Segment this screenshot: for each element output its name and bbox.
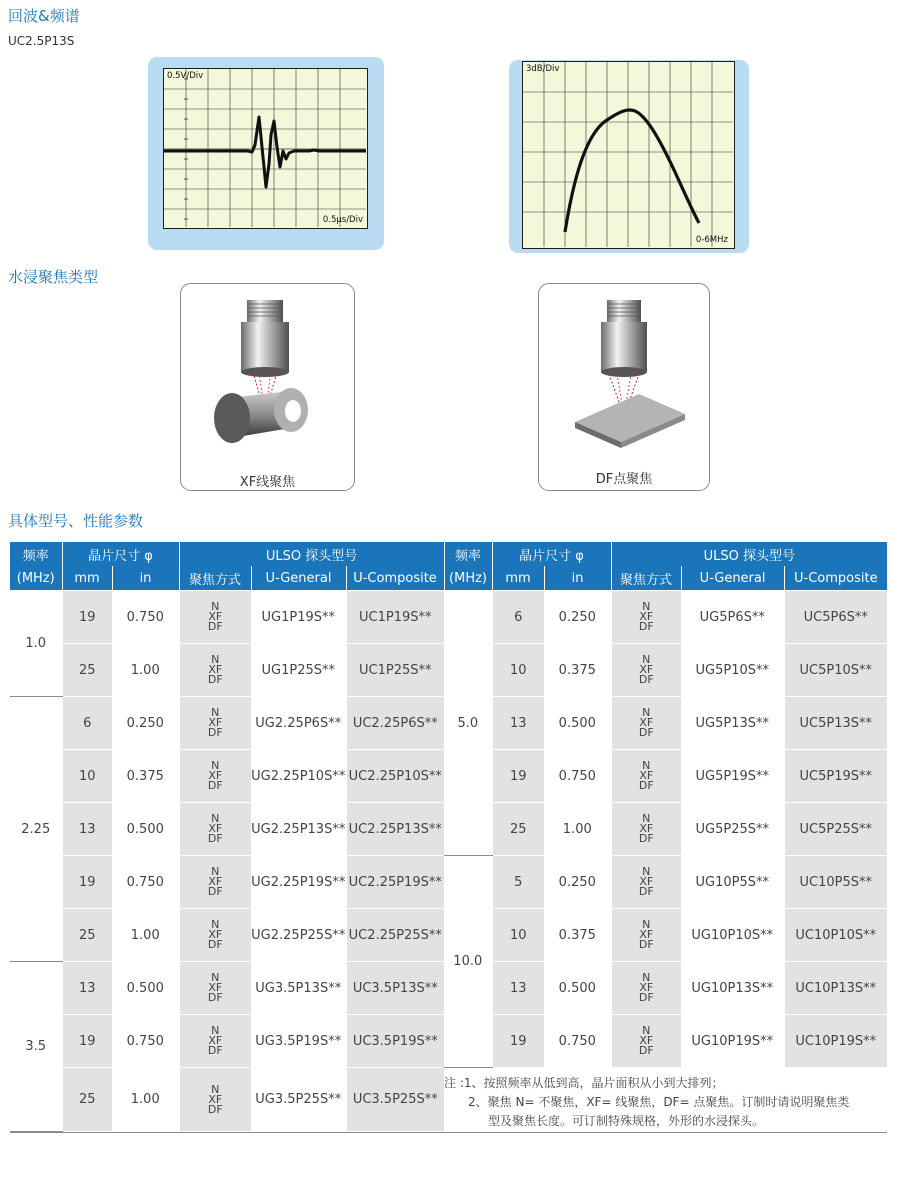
size-mm-cell-left: 6 [62, 697, 112, 750]
focus-code: XF [639, 716, 654, 729]
model-composite-cell-left: UC1P25S** [346, 644, 444, 697]
size-mm-cell-left: 13 [62, 803, 112, 856]
focus-code: N [642, 1024, 651, 1037]
focus-code: XF [208, 822, 223, 835]
focus-mode-cell-left [179, 909, 251, 962]
size-mm-cell-right: 10 [492, 909, 544, 962]
header-mm-left: mm [62, 566, 112, 591]
section-title-specs: 具体型号、性能参数 [8, 512, 144, 530]
focus-code: XF [208, 981, 223, 994]
size-in-cell-right: 0.500 [544, 697, 611, 750]
focus-code: DF [207, 726, 223, 739]
focus-code: DF [638, 885, 654, 898]
echo-top-label: 0.5V/Div [167, 71, 204, 81]
spectrum-graph [523, 62, 733, 247]
size-mm-cell-left: 19 [62, 856, 112, 909]
focus-code: N [211, 865, 220, 878]
model-general-cell-left: UG3.5P19S** [251, 1015, 346, 1068]
size-mm-cell-left: 25 [62, 644, 112, 697]
size-in-cell-left: 0.250 [112, 697, 179, 750]
focus-mode-cell-left [179, 1068, 251, 1132]
size-in-cell-right: 0.375 [544, 909, 611, 962]
focus-code: DF [207, 1102, 223, 1116]
focus-code: DF [638, 832, 654, 845]
focus-mode-cell-left [179, 962, 251, 1015]
model-composite-cell-right: UC5P19S** [784, 750, 887, 803]
header-focus-right: 聚焦方式 [611, 566, 681, 591]
header-general-left: U-General [251, 566, 346, 591]
model-composite-cell-left: UC3.5P13S** [346, 962, 444, 1015]
focus-card-xf [180, 283, 355, 491]
focus-code: N [211, 1024, 220, 1037]
header-in-left: in [112, 566, 179, 591]
focus-code: DF [638, 1044, 654, 1057]
focus-mode-cell-right [611, 856, 681, 909]
focus-code: XF [208, 716, 223, 729]
model-general-cell-left: UG2.25P10S** [251, 750, 346, 803]
table-row [10, 856, 887, 909]
model-composite-cell-left: UC2.25P6S** [346, 697, 444, 750]
focus-code: XF [208, 875, 223, 888]
focus-code: XF [208, 1034, 223, 1047]
table-row [10, 1068, 887, 1132]
focus-code: XF [639, 1034, 654, 1047]
model-composite-cell-right: UC5P13S** [784, 697, 887, 750]
section-title-focus-types: 水浸聚焦类型 [8, 268, 99, 286]
focus-mode-cell-left [179, 697, 251, 750]
xf-probe-illustration [181, 284, 354, 464]
model-general-cell-right: UG5P6S** [681, 591, 784, 644]
model-general-cell-right: UG10P5S** [681, 856, 784, 909]
focus-mode-cell-left [179, 856, 251, 909]
size-in-cell-left: 1.00 [112, 909, 179, 962]
focus-code: N [211, 1082, 220, 1096]
size-in-cell-right: 0.250 [544, 591, 611, 644]
model-general-cell-right: UG5P10S** [681, 644, 784, 697]
focus-code: N [211, 812, 220, 825]
size-in-cell-left: 0.750 [112, 591, 179, 644]
header-freq-right: 频率 [444, 542, 492, 566]
spec-table [10, 542, 887, 1132]
focus-mode-cell-left [179, 644, 251, 697]
model-general-cell-right: UG5P19S** [681, 750, 784, 803]
frequency-cell-right: 5.0 [444, 591, 492, 856]
frequency-cell-right: 10.0 [444, 856, 492, 1068]
model-general-cell-left: UG2.25P25S** [251, 909, 346, 962]
model-composite-cell-left: UC2.25P19S** [346, 856, 444, 909]
focus-code: DF [207, 938, 223, 951]
model-general-cell-left: UG3.5P13S** [251, 962, 346, 1015]
model-composite-cell-right: UC10P10S** [784, 909, 887, 962]
focus-code: N [642, 865, 651, 878]
header-size-left: 晶片尺寸 φ [62, 542, 179, 566]
focus-mode-cell-right [611, 803, 681, 856]
focus-code: N [642, 918, 651, 931]
header-composite-left: U-Composite [346, 566, 444, 591]
size-in-cell-right: 0.250 [544, 856, 611, 909]
focus-code: DF [638, 726, 654, 739]
size-mm-cell-left: 13 [62, 962, 112, 1015]
size-mm-cell-left: 10 [62, 750, 112, 803]
focus-code: N [642, 812, 651, 825]
size-mm-cell-right: 5 [492, 856, 544, 909]
focus-mode-cell-right [611, 962, 681, 1015]
focus-code: XF [208, 928, 223, 941]
focus-code: DF [638, 991, 654, 1004]
size-mm-cell-left: 19 [62, 591, 112, 644]
size-in-cell-left: 0.500 [112, 803, 179, 856]
model-composite-cell-left: UC1P19S** [346, 591, 444, 644]
size-mm-cell-left: 19 [62, 1015, 112, 1068]
size-mm-cell-left: 25 [62, 909, 112, 962]
header-composite-right: U-Composite [784, 566, 887, 591]
model-composite-cell-left: UC2.25P13S** [346, 803, 444, 856]
focus-code: XF [208, 663, 223, 676]
focus-code: DF [207, 832, 223, 845]
focus-code: N [642, 653, 651, 666]
size-mm-cell-right: 25 [492, 803, 544, 856]
header-mhz-left: (MHz) [10, 566, 62, 591]
size-mm-cell-right: 6 [492, 591, 544, 644]
focus-code: XF [639, 981, 654, 994]
size-in-cell-right: 0.750 [544, 1015, 611, 1068]
focus-card-df [538, 283, 710, 491]
size-mm-cell-right: 13 [492, 697, 544, 750]
focus-code: DF [207, 991, 223, 1004]
focus-code: DF [207, 620, 223, 633]
spectrum-scope-screen [522, 61, 735, 249]
model-composite-cell-left: UC3.5P19S** [346, 1015, 444, 1068]
model-general-cell-right: UG10P10S** [681, 909, 784, 962]
model-general-cell-left: UG3.5P25S** [251, 1068, 346, 1132]
header-focus-left: 聚焦方式 [179, 566, 251, 591]
size-mm-cell-right: 19 [492, 1015, 544, 1068]
model-composite-cell-right: UC10P19S** [784, 1015, 887, 1068]
focus-code: XF [208, 610, 223, 623]
probe-model-label: UC2.5P13S [8, 34, 75, 48]
model-general-cell-right: UG5P25S** [681, 803, 784, 856]
table-notes [444, 1068, 887, 1132]
model-general-cell-right: UG10P13S** [681, 962, 784, 1015]
table-header-row-1 [10, 542, 887, 566]
focus-mode-cell-right [611, 909, 681, 962]
focus-code: DF [207, 673, 223, 686]
focus-code: DF [207, 1044, 223, 1057]
focus-code: N [211, 918, 220, 931]
focus-code: XF [639, 769, 654, 782]
header-mhz-right: (MHz) [444, 566, 492, 591]
echo-scope-screen [163, 68, 368, 229]
model-composite-cell-left: UC2.25P10S** [346, 750, 444, 803]
model-composite-cell-right: UC5P6S** [784, 591, 887, 644]
note-line: 2、聚焦 N= 不聚焦，XF= 线聚焦，DF= 点聚焦。订制时请说明聚焦类 [468, 1095, 850, 1109]
focus-code: N [211, 653, 220, 666]
model-general-cell-right: UG10P19S** [681, 1015, 784, 1068]
size-in-cell-left: 0.750 [112, 1015, 179, 1068]
focus-code: N [642, 759, 651, 772]
echo-waveform-panel [148, 57, 384, 250]
focus-code: XF [639, 663, 654, 676]
table-header-row-2 [10, 566, 887, 591]
spectrum-panel [509, 60, 749, 253]
focus-mode-cell-left [179, 750, 251, 803]
section-title-echo-spectrum: 回波&频谱 [8, 7, 80, 25]
size-in-cell-right: 0.375 [544, 644, 611, 697]
size-mm-cell-right: 10 [492, 644, 544, 697]
echo-bottom-label: 0.5μs/Div [322, 215, 363, 225]
model-general-cell-left: UG1P25S** [251, 644, 346, 697]
df-probe-illustration [539, 284, 709, 464]
header-model-right: ULSO 探头型号 [611, 542, 887, 566]
model-composite-cell-left: UC3.5P25S** [346, 1068, 444, 1132]
focus-code: XF [208, 1092, 223, 1106]
model-general-cell-left: UG2.25P13S** [251, 803, 346, 856]
focus-code: N [642, 706, 651, 719]
size-in-cell-left: 0.500 [112, 962, 179, 1015]
spectrum-top-label: 3dB/Div [526, 64, 560, 74]
df-caption: DF点聚焦 [595, 472, 653, 487]
focus-mode-cell-right [611, 697, 681, 750]
header-mm-right: mm [492, 566, 544, 591]
focus-mode-cell-left [179, 1015, 251, 1068]
focus-code: DF [207, 779, 223, 792]
focus-code: N [642, 971, 651, 984]
focus-code: XF [639, 822, 654, 835]
focus-code: DF [638, 673, 654, 686]
focus-code: N [211, 759, 220, 772]
header-model-left: ULSO 探头型号 [179, 542, 444, 566]
size-in-cell-right: 1.00 [544, 803, 611, 856]
xf-caption: XF线聚焦 [239, 475, 296, 490]
focus-code: DF [638, 779, 654, 792]
focus-code: N [211, 600, 220, 613]
header-size-right: 晶片尺寸 φ [492, 542, 611, 566]
focus-mode-cell-right [611, 591, 681, 644]
frequency-cell-left: 3.5 [10, 962, 62, 1132]
table-bottom-rule [10, 1132, 887, 1133]
focus-mode-cell-left [179, 803, 251, 856]
model-general-cell-left: UG2.25P6S** [251, 697, 346, 750]
model-general-cell-left: UG1P19S** [251, 591, 346, 644]
focus-code: XF [639, 928, 654, 941]
model-composite-cell-left: UC2.25P25S** [346, 909, 444, 962]
focus-code: N [211, 706, 220, 719]
model-composite-cell-right: UC10P13S** [784, 962, 887, 1015]
model-composite-cell-right: UC10P5S** [784, 856, 887, 909]
note-line: 注 :1、按照频率从低到高，晶片面积从小到大排列； [444, 1076, 724, 1090]
focus-mode-cell-right [611, 644, 681, 697]
focus-code: XF [208, 769, 223, 782]
focus-code: N [642, 600, 651, 613]
header-freq-left: 频率 [10, 542, 62, 566]
focus-mode-cell-right [611, 750, 681, 803]
focus-code: DF [638, 620, 654, 633]
spectrum-bottom-label: 0-6MHz [695, 235, 728, 245]
frequency-cell-left: 2.25 [10, 697, 62, 962]
size-in-cell-left: 0.375 [112, 750, 179, 803]
size-mm-cell-left: 25 [62, 1068, 112, 1132]
size-in-cell-left: 1.00 [112, 644, 179, 697]
size-mm-cell-right: 13 [492, 962, 544, 1015]
focus-code: XF [639, 875, 654, 888]
focus-code: XF [639, 610, 654, 623]
note-line: 型及聚焦长度。可订制特殊规格，外形的水浸探头。 [488, 1114, 765, 1128]
model-composite-cell-right: UC5P25S** [784, 803, 887, 856]
model-general-cell-left: UG2.25P19S** [251, 856, 346, 909]
size-in-cell-left: 0.750 [112, 856, 179, 909]
focus-mode-cell-left [179, 591, 251, 644]
size-in-cell-left: 1.00 [112, 1068, 179, 1132]
echo-waveform-graph [164, 69, 366, 227]
size-in-cell-right: 0.500 [544, 962, 611, 1015]
focus-code: DF [207, 885, 223, 898]
focus-mode-cell-right [611, 1015, 681, 1068]
model-composite-cell-right: UC5P10S** [784, 644, 887, 697]
focus-code: N [211, 971, 220, 984]
size-in-cell-right: 0.750 [544, 750, 611, 803]
focus-code: DF [638, 938, 654, 951]
header-general-right: U-General [681, 566, 784, 591]
header-in-right: in [544, 566, 611, 591]
table-row [10, 591, 887, 644]
frequency-cell-left: 1.0 [10, 591, 62, 697]
size-mm-cell-right: 19 [492, 750, 544, 803]
model-general-cell-right: UG5P13S** [681, 697, 784, 750]
